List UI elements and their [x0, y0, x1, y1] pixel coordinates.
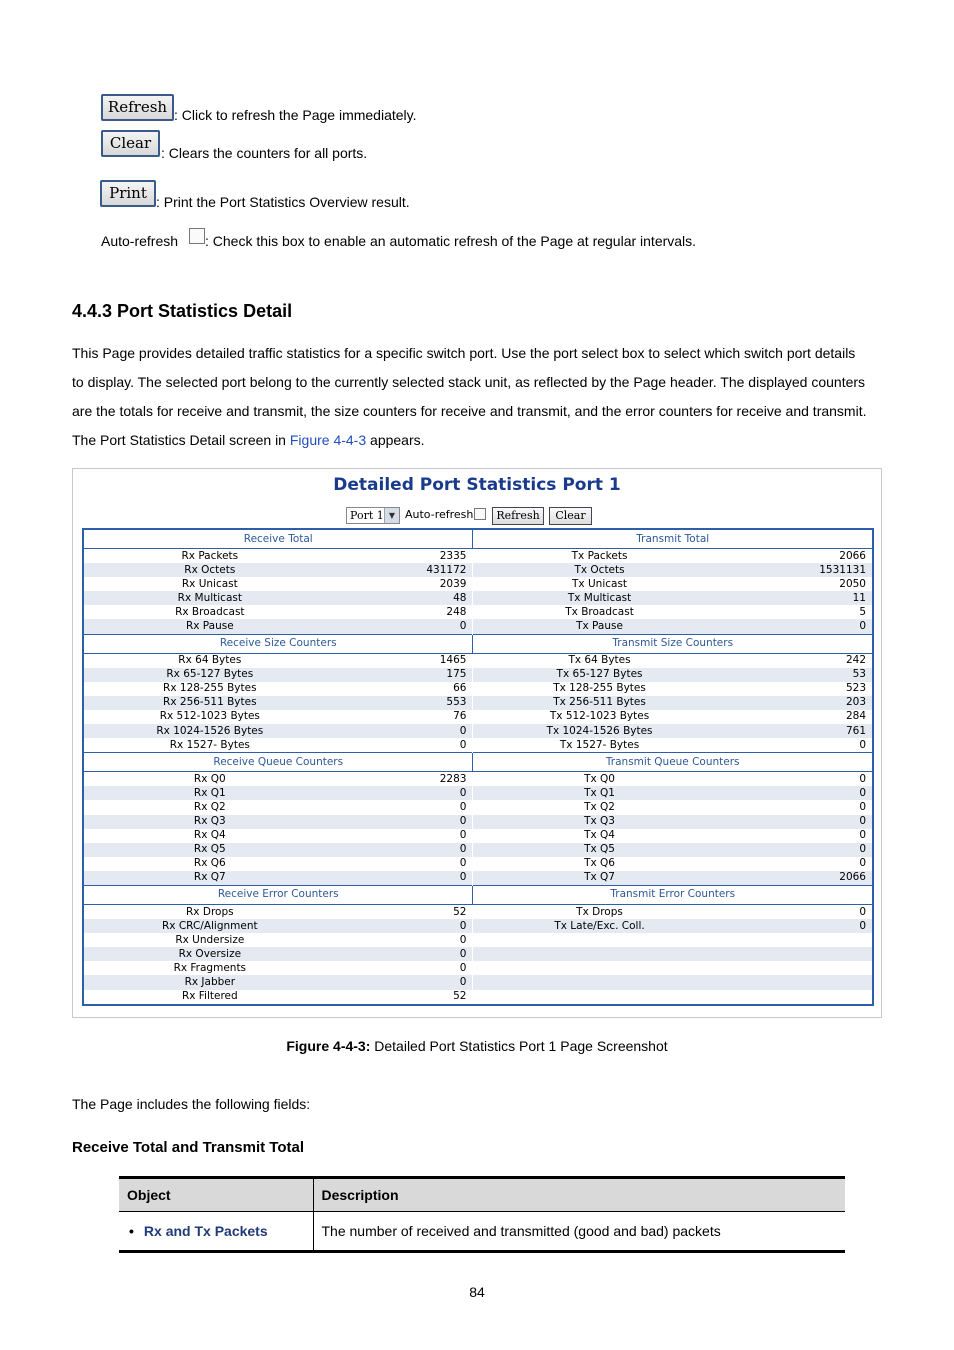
screenshot-clear-button[interactable]: Clear: [549, 507, 592, 525]
table-row: [83, 843, 873, 857]
tx-counter-value: [726, 933, 873, 947]
tx-counter-label: Tx Q1: [473, 786, 726, 800]
paragraph-line: are the totals for receive and transmit, the size counters for receive and transmit, and the error counters for receive and transmit.: [72, 403, 867, 419]
tx-counter-label: Tx Broadcast: [473, 605, 726, 619]
rx-counter-label: Rx Q0: [83, 772, 336, 787]
tx-counter-value: 523: [726, 682, 873, 696]
rx-counter-label: Rx Q2: [83, 800, 336, 814]
table-row: [83, 829, 873, 843]
figure-link[interactable]: Figure 4-4-3: [289, 432, 367, 448]
rx-counter-label: Rx 1527- Bytes: [83, 738, 336, 753]
tx-counter-label: Tx Q4: [473, 829, 726, 843]
object-cell: [119, 1212, 313, 1252]
table-row: [83, 738, 873, 753]
table-row: [83, 919, 873, 933]
rx-counter-value: 0: [336, 975, 473, 989]
table-row: [83, 772, 873, 787]
paragraph-text: appears.: [366, 432, 425, 448]
rx-counter-label: Rx 512-1023 Bytes: [83, 710, 336, 724]
table-row: [83, 871, 873, 886]
rx-counter-value: 2335: [336, 549, 473, 564]
table-row: [83, 577, 873, 591]
figure-screenshot: [72, 468, 882, 1018]
autorefresh-description: : Check this box to enable an automatic refresh of the Page at regular intervals.: [205, 233, 697, 249]
table-row: [83, 653, 873, 668]
table-row: [83, 724, 873, 738]
rx-counter-value: 431172: [336, 563, 473, 577]
rx-counter-label: Rx Pause: [83, 619, 336, 634]
rx-counter-label: Rx 1024-1526 Bytes: [83, 724, 336, 738]
rx-counter-label: Rx Drops: [83, 904, 336, 919]
tx-counter-label: Tx Q6: [473, 857, 726, 871]
screenshot-autorefresh-checkbox[interactable]: [474, 508, 486, 520]
port-select[interactable]: [346, 507, 400, 524]
table-row: [83, 947, 873, 961]
autorefresh-label: Auto-refresh: [101, 233, 179, 249]
description-header: Description: [313, 1178, 845, 1212]
table-row: [83, 933, 873, 947]
tx-counter-label: [473, 975, 726, 989]
clear-button[interactable]: Clear: [101, 130, 160, 157]
tx-counter-value: 284: [726, 710, 873, 724]
tx-counter-label: Tx Octets: [473, 563, 726, 577]
rx-counter-label: Rx Q3: [83, 815, 336, 829]
print-description: : Print the Port Statistics Overview result.: [156, 194, 410, 210]
tx-counter-value: 1531131: [726, 563, 873, 577]
rx-counter-label: Rx Q7: [83, 871, 336, 886]
rx-counter-label: Rx Packets: [83, 549, 336, 564]
tx-counter-value: 0: [726, 619, 873, 634]
rx-counter-value: 1465: [336, 653, 473, 668]
table-row: [83, 619, 873, 634]
rx-counter-value: 52: [336, 904, 473, 919]
caption-label: Figure 4-4-3:: [286, 1038, 371, 1054]
tx-counter-label: Tx Late/Exc. Coll.: [473, 919, 726, 933]
section-header-row: [83, 753, 873, 772]
tx-counter-value: [726, 990, 873, 1005]
table-row: [83, 696, 873, 710]
section-header-row: [83, 634, 873, 653]
paragraph-line: to display. The selected port belong to the currently selected stack unit, as reflected by the Page header. The displayed counters: [72, 374, 866, 390]
port-statistics-table: [82, 528, 874, 1006]
tx-counter-value: 0: [726, 772, 873, 787]
rx-section-header: Receive Total: [83, 529, 473, 549]
tx-counter-label: [473, 947, 726, 961]
tx-counter-label: [473, 933, 726, 947]
refresh-description: : Click to refresh the Page immediately.: [174, 107, 417, 123]
table-row: [83, 682, 873, 696]
table-row: [83, 605, 873, 619]
rx-counter-value: 0: [336, 933, 473, 947]
tx-counter-value: 5: [726, 605, 873, 619]
rx-section-header: Receive Queue Counters: [83, 753, 473, 772]
rx-counter-value: 2283: [336, 772, 473, 787]
rx-counter-value: 52: [336, 990, 473, 1005]
tx-counter-label: [473, 961, 726, 975]
tx-counter-label: Tx Q0: [473, 772, 726, 787]
paragraph-text: The Port Statistics Detail screen in: [72, 432, 290, 448]
rx-counter-label: Rx 256-511 Bytes: [83, 696, 336, 710]
rx-counter-value: 0: [336, 786, 473, 800]
table-row: [83, 786, 873, 800]
object-header: Object: [119, 1178, 313, 1212]
table-row: [83, 591, 873, 605]
rx-counter-label: Rx Q6: [83, 857, 336, 871]
table-row: [83, 904, 873, 919]
rx-counter-value: 48: [336, 591, 473, 605]
rx-counter-label: Rx Unicast: [83, 577, 336, 591]
table-row: [83, 668, 873, 682]
rx-counter-label: Rx Jabber: [83, 975, 336, 989]
tx-counter-value: 0: [726, 800, 873, 814]
tx-section-header: Transmit Queue Counters: [473, 753, 873, 772]
tx-section-header: Transmit Size Counters: [473, 634, 873, 653]
rx-counter-label: Rx Q5: [83, 843, 336, 857]
tx-counter-value: 0: [726, 738, 873, 753]
tx-counter-value: 242: [726, 653, 873, 668]
port-select-value: Port 1: [350, 509, 384, 522]
refresh-button[interactable]: Refresh: [101, 94, 174, 121]
fields-intro: The Page includes the following fields:: [72, 1096, 311, 1112]
tx-counter-label: Tx Pause: [473, 619, 726, 634]
rx-counter-label: Rx Oversize: [83, 947, 336, 961]
tx-counter-value: 2066: [726, 871, 873, 886]
tx-counter-value: 0: [726, 829, 873, 843]
table-row: [119, 1212, 845, 1252]
tx-counter-value: 2066: [726, 549, 873, 564]
tx-counter-value: 0: [726, 786, 873, 800]
table-row: [83, 975, 873, 989]
tx-counter-label: Tx Q7: [473, 871, 726, 886]
section-header-row: [83, 529, 873, 549]
tx-counter-label: Tx Q5: [473, 843, 726, 857]
tx-section-header: Transmit Total: [473, 529, 873, 549]
tx-counter-label: Tx 64 Bytes: [473, 653, 726, 668]
tx-counter-value: 0: [726, 904, 873, 919]
tx-counter-value: 0: [726, 815, 873, 829]
rx-counter-label: Rx Filtered: [83, 990, 336, 1005]
tx-counter-value: 0: [726, 857, 873, 871]
rx-counter-value: 0: [336, 800, 473, 814]
tx-counter-label: Tx Drops: [473, 904, 726, 919]
rx-counter-value: 0: [336, 871, 473, 886]
chevron-down-icon: ▼: [384, 508, 399, 523]
tx-counter-value: [726, 961, 873, 975]
rx-counter-value: 248: [336, 605, 473, 619]
tx-section-header: Transmit Error Counters: [473, 885, 873, 904]
rx-counter-label: Rx Fragments: [83, 961, 336, 975]
rx-counter-value: 0: [336, 619, 473, 634]
figure-caption: [0, 1038, 954, 1054]
rx-counter-value: 66: [336, 682, 473, 696]
tx-counter-value: 2050: [726, 577, 873, 591]
rx-counter-value: 0: [336, 843, 473, 857]
tx-counter-label: Tx Unicast: [473, 577, 726, 591]
rx-counter-value: 0: [336, 947, 473, 961]
print-button[interactable]: Print: [100, 180, 156, 207]
autorefresh-checkbox[interactable]: [189, 228, 205, 244]
rx-counter-value: 553: [336, 696, 473, 710]
bullet-icon: •: [129, 1223, 134, 1239]
tx-counter-label: Tx Multicast: [473, 591, 726, 605]
table-row: [83, 549, 873, 564]
rx-counter-value: 0: [336, 857, 473, 871]
rx-counter-label: Rx Undersize: [83, 933, 336, 947]
caption-text: Detailed Port Statistics Port 1 Page Screenshot: [370, 1038, 668, 1054]
tx-counter-label: Tx Q2: [473, 800, 726, 814]
tx-counter-value: 11: [726, 591, 873, 605]
section-header-row: [83, 885, 873, 904]
tx-counter-label: Tx Q3: [473, 815, 726, 829]
rx-counter-value: 0: [336, 738, 473, 753]
table-row: [83, 710, 873, 724]
tx-counter-value: 0: [726, 919, 873, 933]
table-row: [83, 857, 873, 871]
tx-counter-value: 761: [726, 724, 873, 738]
rx-counter-label: Rx Q1: [83, 786, 336, 800]
screenshot-autorefresh-label: Auto-refresh: [405, 508, 474, 521]
object-name: Rx and Tx Packets: [143, 1223, 268, 1239]
intro-paragraph: [72, 339, 892, 455]
fields-table: [119, 1176, 845, 1253]
rx-counter-value: 0: [336, 724, 473, 738]
table-row: [83, 800, 873, 814]
tx-counter-label: Tx 1527- Bytes: [473, 738, 726, 753]
table-row: [83, 961, 873, 975]
rx-counter-label: Rx Q4: [83, 829, 336, 843]
tx-counter-value: 53: [726, 668, 873, 682]
paragraph-line: [72, 426, 892, 455]
rx-counter-label: Rx Broadcast: [83, 605, 336, 619]
rx-counter-value: 0: [336, 829, 473, 843]
rx-counter-label: Rx Multicast: [83, 591, 336, 605]
rx-counter-value: 0: [336, 919, 473, 933]
rx-counter-value: 0: [336, 815, 473, 829]
subheading: Receive Total and Transmit Total: [72, 1139, 305, 1156]
rx-counter-label: Rx CRC/Alignment: [83, 919, 336, 933]
rx-counter-label: Rx 64 Bytes: [83, 653, 336, 668]
rx-counter-label: Rx Octets: [83, 563, 336, 577]
rx-counter-value: 76: [336, 710, 473, 724]
rx-counter-value: 0: [336, 961, 473, 975]
tx-counter-label: Tx 65-127 Bytes: [473, 668, 726, 682]
rx-counter-value: 175: [336, 668, 473, 682]
tx-counter-label: Tx 1024-1526 Bytes: [473, 724, 726, 738]
rx-section-header: Receive Size Counters: [83, 634, 473, 653]
rx-counter-value: 2039: [336, 577, 473, 591]
tx-counter-label: Tx Packets: [473, 549, 726, 564]
tx-counter-value: 203: [726, 696, 873, 710]
table-row: [83, 990, 873, 1005]
section-heading: 4.4.3 Port Statistics Detail: [72, 301, 293, 321]
rx-section-header: Receive Error Counters: [83, 885, 473, 904]
screenshot-refresh-button[interactable]: Refresh: [492, 507, 544, 525]
tx-counter-value: [726, 947, 873, 961]
tx-counter-label: Tx 256-511 Bytes: [473, 696, 726, 710]
clear-description: : Clears the counters for all ports.: [161, 145, 368, 161]
tx-counter-label: Tx 512-1023 Bytes: [473, 710, 726, 724]
rx-counter-label: Rx 65-127 Bytes: [83, 668, 336, 682]
table-row: [83, 815, 873, 829]
description-cell: The number of received and transmitted (good and bad) packets: [313, 1212, 845, 1252]
tx-counter-value: [726, 975, 873, 989]
rx-counter-label: Rx 128-255 Bytes: [83, 682, 336, 696]
screenshot-title: Detailed Port Statistics Port 1: [333, 475, 621, 495]
tx-counter-label: Tx 128-255 Bytes: [473, 682, 726, 696]
page-number: 84: [469, 1284, 485, 1300]
tx-counter-value: 0: [726, 843, 873, 857]
paragraph-line: This Page provides detailed traffic statistics for a specific switch port. Use the port select box to select which switch port details: [72, 345, 856, 361]
table-row: [83, 563, 873, 577]
tx-counter-label: [473, 990, 726, 1005]
